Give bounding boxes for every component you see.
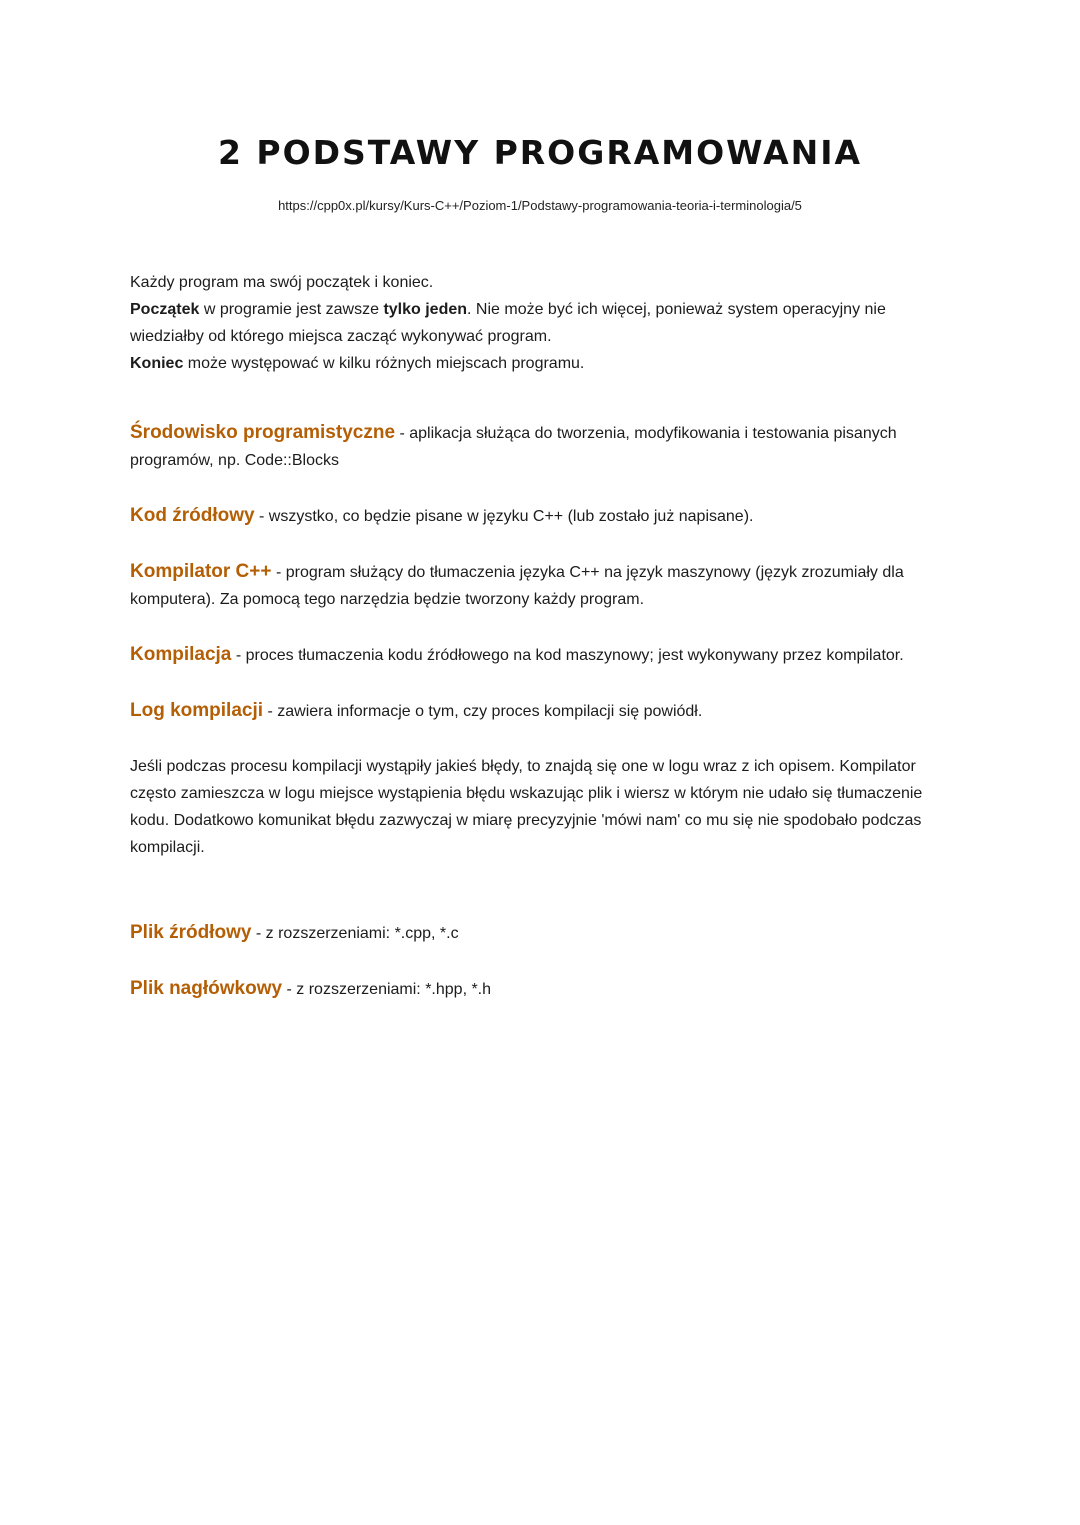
intro-bold-koniec: Koniec	[130, 355, 184, 372]
page-title: 2 PODSTAWY PROGRAMOWANIA	[217, 133, 863, 172]
intro-line-1: Każdy program ma swój początek i koniec.	[130, 274, 434, 291]
term-title: Plik źródłowy	[130, 922, 252, 943]
log-note-paragraph: Jeśli podczas procesu kompilacji wystąpiły jakieś błędy, to znajdą się one w logu wraz z ich opisem. Kompilator często zamieszcza w logu miejsce wystąpienia błędu wskazując plik i wiersz w którym nie udało się tłumaczenie kodu. Dodatkowo komunikat błędu zazwyczaj w miarę precyzyjnie 'mówi nam' co mu się nie spodobało podczas kompilacji.	[130, 758, 923, 856]
intro-bold-tylko-jeden: tylko jeden	[383, 301, 468, 318]
term-kompilator-cpp	[130, 558, 950, 613]
intro-text: może występować w kilku różnych miejscach programu.	[183, 355, 585, 372]
term-definition: - proces tłumaczenia kodu źródłowego na kod maszynowy; jest wykonywany przez kompilator.	[235, 647, 904, 664]
term-definition: - aplikacja służąca do tworzenia, modyfikowania i testowania pisanych programów, np. Code::Blocks	[130, 425, 897, 469]
term-title: Plik nagłówkowy	[130, 978, 283, 999]
term-definition: - z rozszerzeniami: *.cpp, *.c	[255, 925, 459, 942]
intro-text: w programie jest zawsze	[199, 301, 384, 318]
term-title: Środowisko programistyczne	[130, 422, 396, 443]
term-title: Log kompilacji	[130, 700, 264, 721]
term-title: Kompilator C++	[130, 561, 272, 582]
intro-paragraph	[130, 269, 950, 377]
source-url: https://cpp0x.pl/kursy/Kurs-C++/Poziom-1/Podstawy-programowania-teoria-i-terminologia/5	[278, 198, 802, 213]
term-definition: - z rozszerzeniami: *.hpp, *.h	[286, 981, 492, 998]
term-plik-zrodlowy	[130, 919, 950, 947]
intro-bold-poczatek: Początek	[130, 301, 200, 318]
term-definition: - wszystko, co będzie pisane w języku C++ (lub zostało już napisane).	[259, 508, 754, 525]
term-plik-naglowkowy	[130, 975, 950, 1003]
term-kod-zrodlowy	[130, 502, 950, 530]
term-srodowisko-programistyczne	[130, 419, 950, 474]
term-title: Kompilacja	[130, 644, 232, 665]
term-title: Kod źródłowy	[130, 505, 255, 526]
term-log-kompilacji	[130, 697, 950, 725]
term-definition: - zawiera informacje o tym, czy proces kompilacji się powiódł.	[267, 703, 703, 720]
term-definition: - program służący do tłumaczenia języka C++ na język maszynowy (język zrozumiały dla komputera). Za pomocą tego narzędzia będzie tworzony każdy program.	[130, 564, 904, 608]
intro-text: . Nie może być ich więcej, ponieważ system operacyjny nie wiedziałby od którego miejsca zacząć wykonywać program.	[130, 301, 886, 345]
term-kompilacja	[130, 641, 950, 669]
